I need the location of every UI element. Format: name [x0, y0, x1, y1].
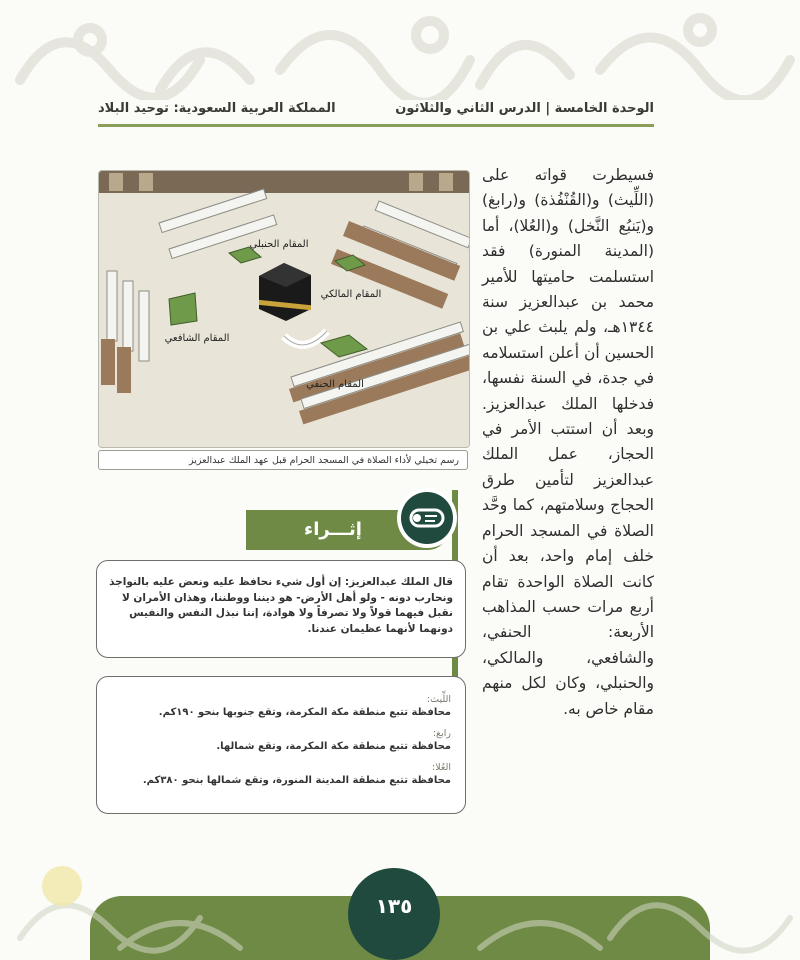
- glossary-box: [96, 676, 466, 814]
- calligraphy-pattern: [0, 0, 800, 100]
- page-number: ١٣٥: [375, 894, 413, 918]
- illustration-caption: رسم تخيلي لأداء الصلاة في المسجد الحرام قبل عهد الملك عبدالعزيز: [98, 450, 468, 470]
- mosque-illustration: [98, 170, 470, 448]
- glossary-definition: محافظة تتبع منطقة مكة المكرمة، وتقع شمالها.: [216, 741, 451, 752]
- label-hanafi: المقام الحنفي: [306, 379, 364, 390]
- logo-seal: [42, 866, 82, 906]
- background-calligraphy: [0, 0, 800, 100]
- page-header: [98, 95, 654, 121]
- glossary-definition: محافظة تتبع منطقة المدينة المنورة، وتقع شمالها بنحو ٣٨٠كم.: [142, 775, 451, 786]
- glossary-term: رابغ:: [432, 728, 451, 739]
- glossary-term: اللِّيث:: [426, 694, 451, 705]
- lesson-heading: الوحدة الخامسة | الدرس الثاني والثلاثون: [395, 100, 654, 116]
- glossary-term: العُلا:: [432, 762, 451, 773]
- header-divider: [98, 124, 654, 127]
- enrichment-title: إثـــراء: [304, 519, 362, 540]
- enrichment-quote: قال الملك عبدالعزيز: إن أول شيء نحافظ عليه ونعض عليه بالنواجذ ونحارب دونه - ولو أهل الأرض- هو ديننا ووطننا، وهذان الأمران لا نقبل فيهما قولاً ولا تصرفاً ولا هوادة، إننا نبذل النفس والنفيس دونهما لأنهما عظيمان عندنا.: [96, 560, 466, 658]
- label-maliki: المقام المالكي: [320, 289, 382, 300]
- body-text: فسيطرت قواته على (اللِّيث) و(القُنْفُذة) و(رابغ) و(يَنبُع النَّخل) و(العُلا)، أما (المدينة المنورة) فقد استسلمت حاميتها للأمير محمد بن عبدالعزيز سنة ١٣٤٤هـ، ولم يلبث علي بن الحسين أن أعلن استسلامه في جدة، في السنة نفسها، فدخلها الملك عبدالعزيز. وبعد أن استتب الأمر في الحجاز، عمل الملك عبدالعزيز لتأمين طرق الحجاج وسلامتهم، كما وحَّد الصلاة في المسجد الحرام خلف إمام واحد، بعد أن كانت الصلاة الواحدة تقام أربع مرات حسب المذاهب الأربعة: الحنفي، والشافعي، والمالكي، والحنبلي، وكان لكل منهم مقام خاص به.: [482, 166, 654, 718]
- glossary-definition: محافظة تتبع منطقة مكة المكرمة، وتقع جنوبها بنحو ١٩٠كم.: [158, 707, 451, 718]
- scroll-icon: [395, 486, 459, 550]
- topic-heading: المملكة العربية السعودية: توحيد البلاد: [98, 100, 336, 116]
- label-hanbali: المقام الحنبلي: [249, 239, 309, 250]
- label-shafii: المقام الشافعي: [164, 333, 230, 344]
